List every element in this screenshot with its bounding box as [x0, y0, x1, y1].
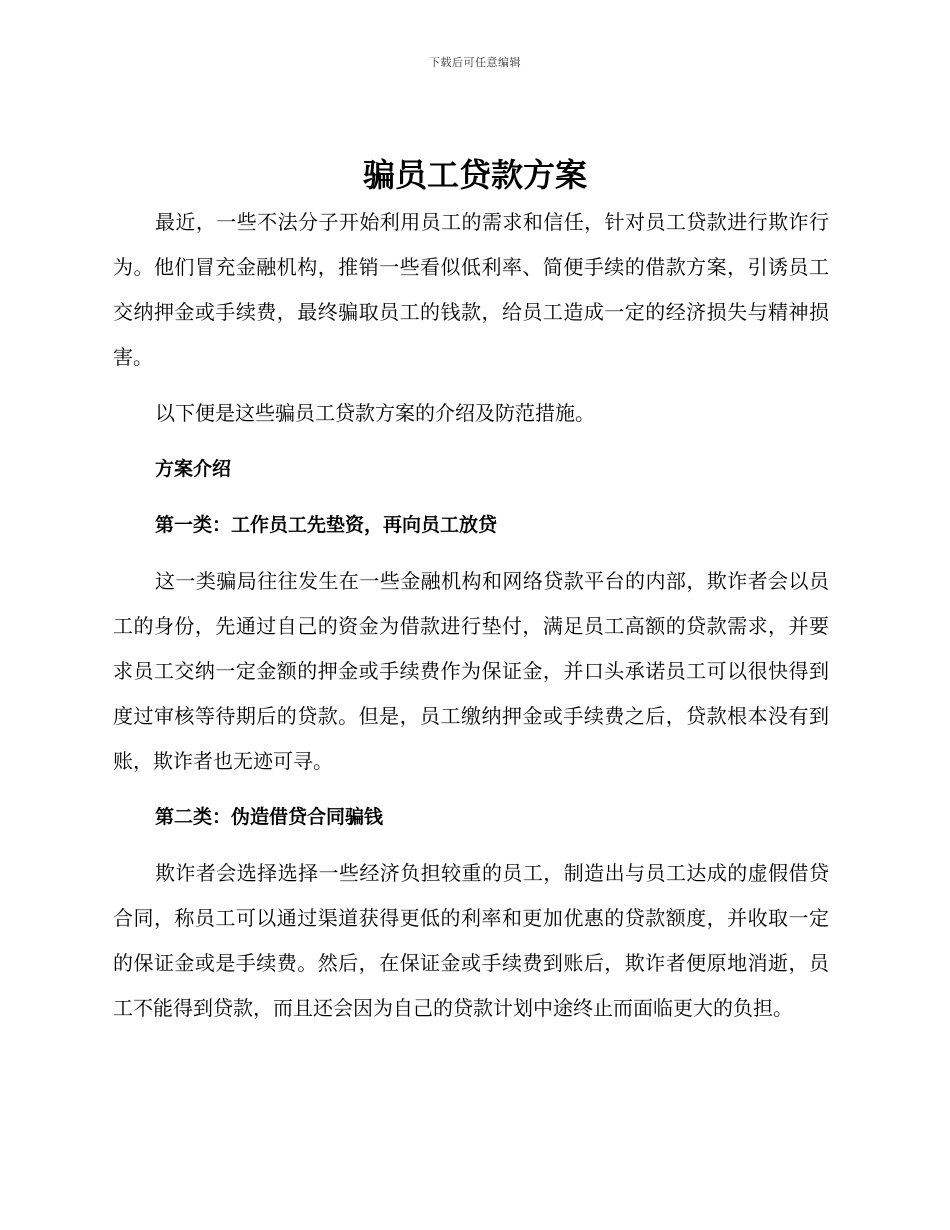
- type1-paragraph: 这一类骗局往往发生在一些金融机构和网络贷款平台的内部，欺诈者会以员工的身份，先通过自己的资金为借款进行垫付，满足员工高额的贷款需求，并要求员工交纳一定金额的押金或手续费作为保证金，并口头承诺员工可以很快得到度过审核等待期后的贷款。但是，员工缴纳押金或手续费之后，贷款根本没有到账，欺诈者也无迹可寻。: [113, 569, 829, 773]
- lead-paragraph: 以下便是这些骗员工贷款方案的介绍及防范措施。: [155, 401, 595, 425]
- page-header-note: 下载后可任意编辑: [429, 56, 521, 69]
- type1-heading: 第一类：工作员工先垫资，再向员工放贷: [155, 514, 498, 536]
- type2-paragraph: 欺诈者会选择选择一些经济负担较重的员工，制造出与员工达成的虚假借贷合同，称员工可以通过渠道获得更低的利率和更加优惠的贷款额度，并收取一定的保证金或是手续费。然后，在保证金或手续费到账后，欺诈者便原地消逝，员工不能得到贷款，而且还会因为自己的贷款计划中途终止而面临更大的负担。: [113, 861, 829, 1020]
- document-title: 骗员工贷款方案: [362, 156, 587, 194]
- type2-heading: 第二类：伪造借贷合同骗钱: [155, 806, 384, 828]
- section-heading: 方案介绍: [155, 458, 232, 480]
- intro-paragraph: 最近，一些不法分子开始利用员工的需求和信任，针对员工贷款进行欺诈行为。他们冒充金融机构，推销一些看似低利率、简便手续的借款方案，引诱员工交纳押金或手续费，最终骗取员工的钱款，给员工造成一定的经济损失与精神损害。: [113, 210, 829, 369]
- document-body: [113, 200, 829, 1031]
